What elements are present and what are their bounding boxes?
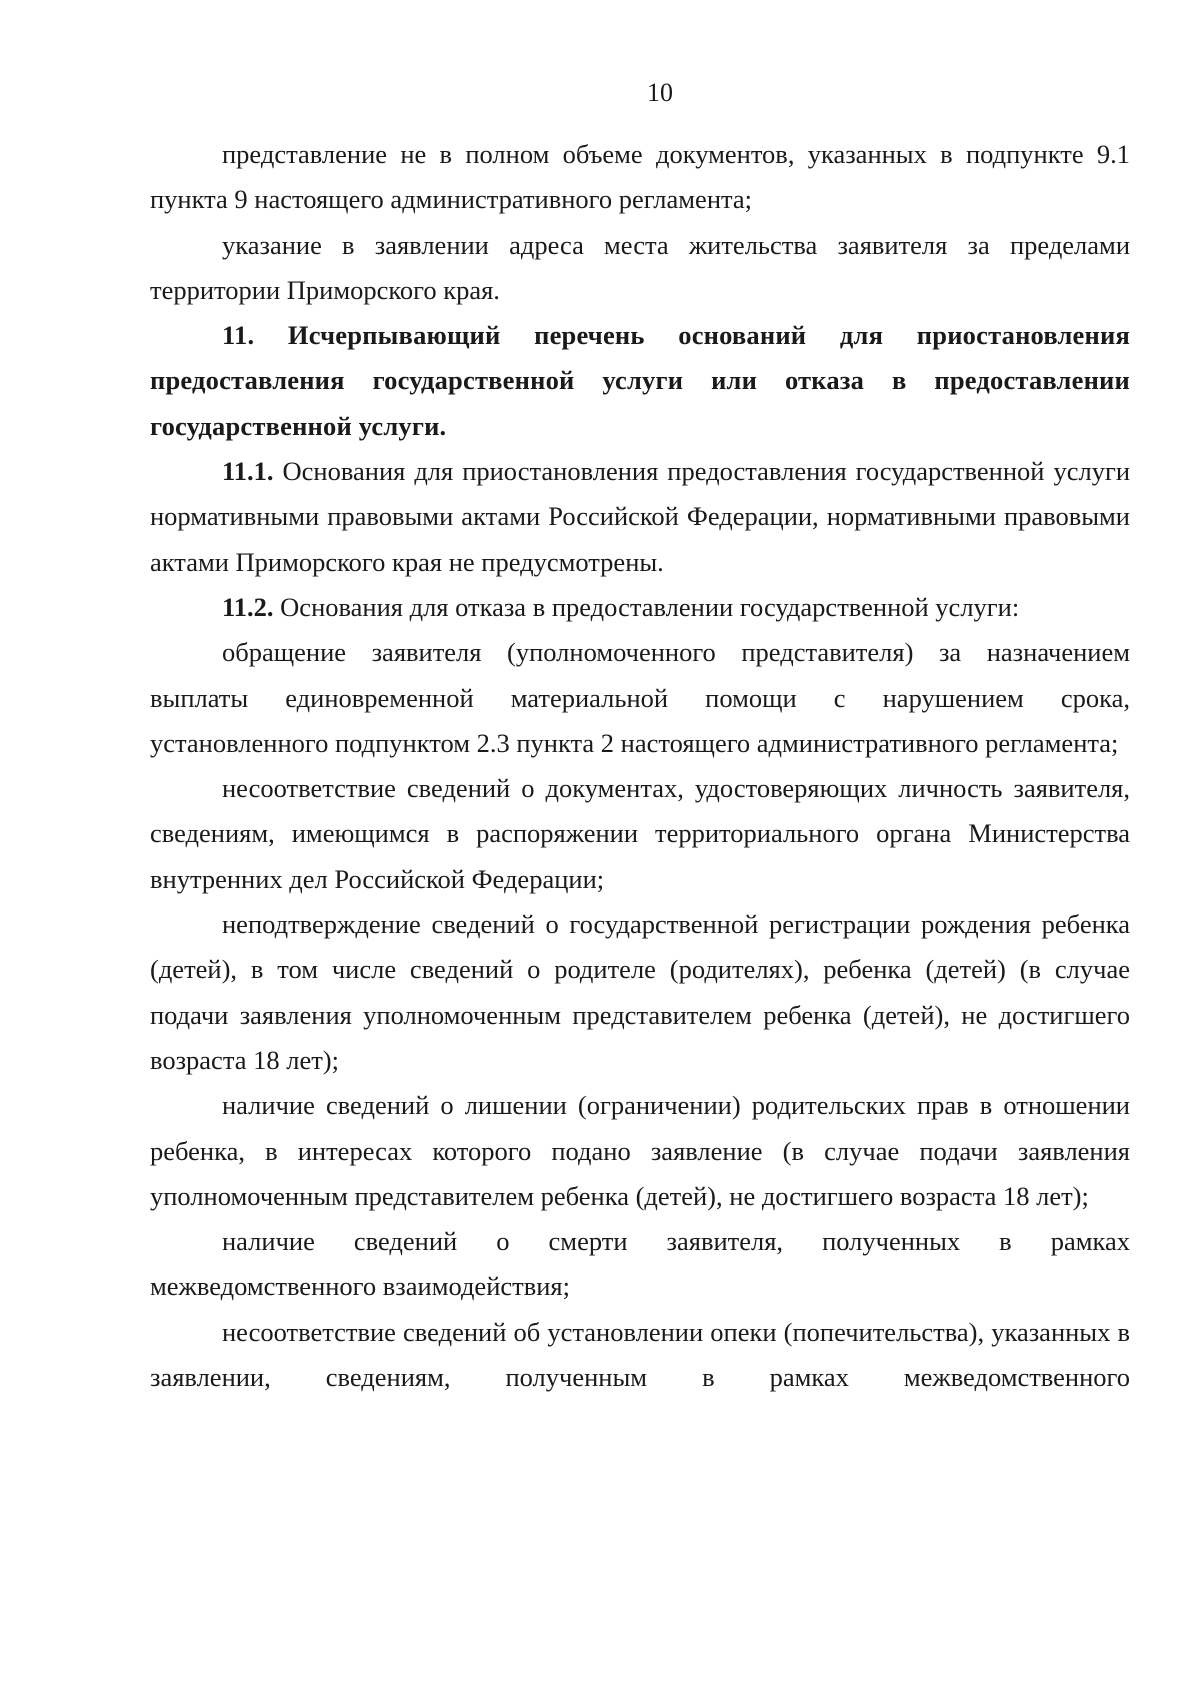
document-body bbox=[150, 132, 1130, 1400]
paragraph-applicant-death: наличие сведений о смерти заявителя, полученных в рамках межведомственного взаимодействия; bbox=[150, 1226, 1130, 1302]
paragraph-guardianship-mismatch: несоответствие сведений об установлении опеки (попечительства), указанных в заявлении, сведениям, полученным в рамках межведомственного bbox=[150, 1316, 1130, 1393]
paragraph-incomplete-documents: представление не в полном объеме документов, указанных в подпункте 9.1 пункта 9 настоящего административного регламента; bbox=[150, 139, 1130, 215]
clause-number-11-2: 11.2. bbox=[222, 591, 274, 622]
page-number: 10 bbox=[647, 78, 673, 107]
paragraph-deadline-violation: обращение заявителя (уполномоченного представителя) за назначением выплаты единовременной материальной помощи с нарушением срока, установленного подпунктом 2.3 пункта 2 настоящего административного регламента; bbox=[150, 637, 1130, 758]
clause-text-11-2: Основания для отказа в предоставлении государственной услуги: bbox=[273, 591, 1020, 622]
paragraph-11-1 bbox=[150, 449, 1130, 585]
paragraph-address-outside-region: указание в заявлении адреса места жительства заявителя за пределами территории Приморского края. bbox=[150, 229, 1130, 305]
paragraph-identity-mismatch: несоответствие сведений о документах, удостоверяющих личность заявителя, сведениям, имеющимся в распоряжении территориального органа Министерства внутренних дел Российской Федерации; bbox=[150, 773, 1130, 894]
paragraph-birth-registration: неподтверждение сведений о государственной регистрации рождения ребенка (детей), в том числе сведений о родителе (родителях), ребенка (детей) (в случае подачи заявления уполномоченным представителем ребенка (детей), не достигшего возраста 18 лет); bbox=[150, 909, 1130, 1075]
section-11-heading: 11. Исчерпывающий перечень оснований для приостановления предоставления государственной услуги или отказа в предоставлении государственной услуги. bbox=[150, 320, 1130, 441]
clause-number-11-1: 11.1. bbox=[222, 456, 274, 487]
paragraph-parental-rights: наличие сведений о лишении (ограничении) родительских прав в отношении ребенка, в интересах которого подано заявление (в случае подачи заявления уполномоченным представителем ребенка (детей), не достигшего возраста 18 лет); bbox=[150, 1090, 1130, 1211]
clause-text-11-1: Основания для приостановления предоставления государственной услуги нормативными правовыми актами Российской Федерации, нормативными правовыми актами Приморского края не предусмотрены. bbox=[150, 456, 1130, 577]
paragraph-11-2 bbox=[150, 585, 1130, 630]
